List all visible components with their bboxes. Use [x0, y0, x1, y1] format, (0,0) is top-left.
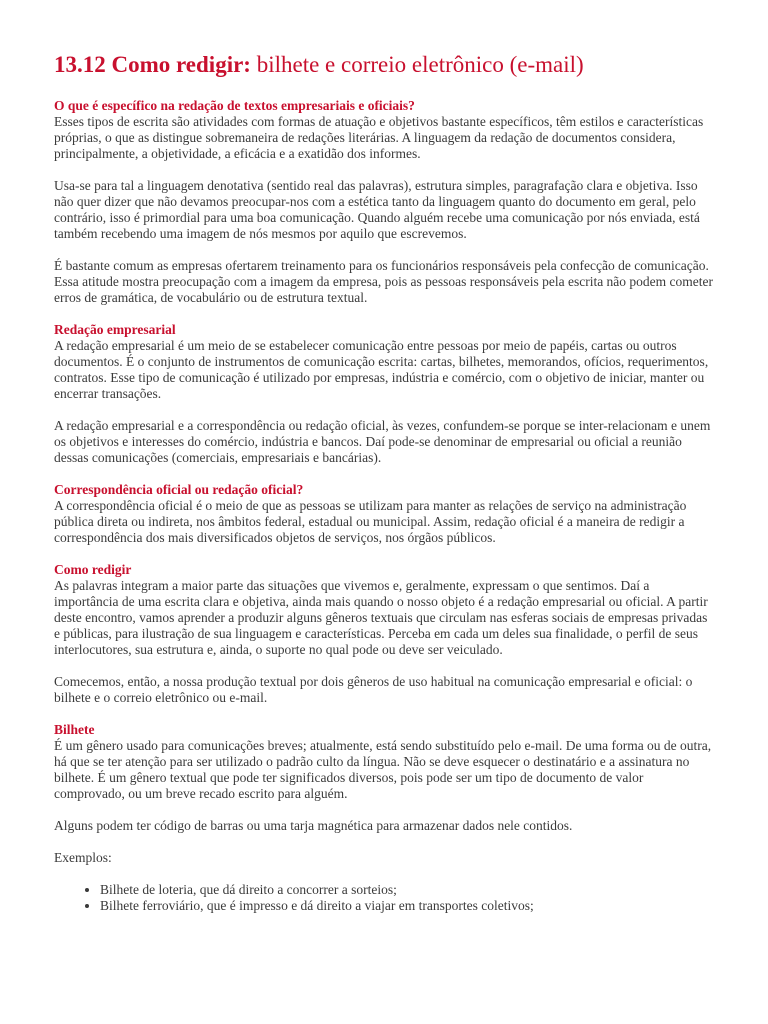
paragraph: Alguns podem ter código de barras ou uma tarja magnética para armazenar dados nele contidos.: [54, 818, 573, 833]
section-specific-features: [54, 98, 716, 306]
section-business-writing: [54, 322, 716, 466]
section-bilhete: [54, 722, 716, 914]
paragraph: Exemplos:: [54, 850, 112, 865]
section-how-to-write: [54, 562, 716, 706]
document-page: [54, 50, 716, 914]
list-item: • Bilhete ferroviário, que é impresso e dá direito a viajar em transportes coletivos;: [100, 898, 716, 914]
paragraph: A redação empresarial é um meio de se estabelecer comunicação entre pessoas por meio de papéis, cartas ou outros documentos. É o conjunto de instrumentos de comunicação escrita: cartas, bilhetes, memorandos, ofícios, requerimentos, contratos. Esse tipo de comunicação é utilizado por empresas, indústria e comércio, com o objetivo de iniciar, manter ou encerrar transações.: [54, 338, 709, 401]
section-official-correspondence: [54, 482, 716, 546]
paragraph: A redação empresarial e a correspondência ou redação oficial, às vezes, confundem-se porque se inter-relacionam e unem os objetivos e interesses do comércio, indústria e bancos. Daí pode-se denominar de empresarial ou oficial a reunião dessas comunicações (comerciais, empresariais e bancárias).: [54, 418, 711, 465]
paragraph: É um gênero usado para comunicações breves; atualmente, está sendo substituído pelo e-mail. De uma forma ou de outra, há que se ter atenção para ser utilizado o padrão culto da língua. Não se deve esquecer o destinatário e a assinatura no bilhete. É um gênero textual que pode ter significados diversos, pois pode ser um tipo de documento de valor comprovado, ou um breve recado escrito para alguém.: [54, 738, 712, 801]
section-heading: Correspondência oficial ou redação oficial?: [54, 482, 304, 497]
examples-list: [54, 882, 716, 914]
page-title: [54, 50, 716, 80]
section-heading: Redação empresarial: [54, 322, 176, 337]
paragraph: A correspondência oficial é o meio de que as pessoas se utilizam para manter as relações de serviço na administração pública direta ou indireta, nos âmbitos federal, estadual ou municipal. Assim, redação oficial é a maneira de redigir a correspondência dos mais diversificados objetos de serviços, nos órgãos públicos.: [54, 498, 687, 545]
section-heading: Bilhete: [54, 722, 95, 737]
paragraph: As palavras integram a maior parte das situações que vivemos e, geralmente, expressam o que sentimos. Daí a importância de uma escrita clara e objetiva, ainda mais quando o nosso objeto é a redação empresarial ou oficial. A partir deste encontro, vamos aprender a produzir alguns gêneros textuais que circulam nas esferas sociais de empresas privadas e públicas, para ilustração de sua linguagem e características. Perceba em cada um deles sua finalidade, o perfil de seus interlocutores, sua estrutura e, ainda, o suporte no qual pode ou deve ser veiculado.: [54, 578, 708, 657]
paragraph: É bastante comum as empresas ofertarem treinamento para os funcionários responsáveis pela confecção de comunicação. Essa atitude mostra preocupação com a imagem da empresa, pois as pessoas responsáveis pela escrita não podem cometer erros de gramática, de vocabulário ou de estrutura textual.: [54, 258, 714, 305]
paragraph: Usa-se para tal a linguagem denotativa (sentido real das palavras), estrutura simples, paragrafação clara e objetiva. Isso não quer dizer que não devamos preocupar-nos com a estética tanto da linguagem quanto do documento em geral, pelo contrário, isso é primordial para uma boa comunicação. Quando alguém recebe uma comunicação por nós enviada, está também recebendo uma imagem de nós mesmos por aquilo que escrevemos.: [54, 178, 700, 241]
page-title-prefix: 13.12 Como redigir:: [54, 52, 251, 77]
paragraph: Esses tipos de escrita são atividades com formas de atuação e objetivos bastante específicos, têm estilos e características próprias, o que as distingue sobremaneira de redações literárias. A linguagem da redação de documentos considera, principalmente, a objetividade, a eficácia e a exatidão dos informes.: [54, 114, 704, 161]
section-heading: O que é específico na redação de textos empresariais e oficiais?: [54, 98, 415, 113]
list-item: • Bilhete de loteria, que dá direito a concorrer a sorteios;: [100, 882, 716, 898]
section-heading: Como redigir: [54, 562, 132, 577]
paragraph: Comecemos, então, a nossa produção textual por dois gêneros de uso habitual na comunicação empresarial e oficial: o bilhete e o correio eletrônico ou e-mail.: [54, 674, 693, 705]
page-title-subject: bilhete e correio eletrônico (e-mail): [250, 52, 584, 77]
